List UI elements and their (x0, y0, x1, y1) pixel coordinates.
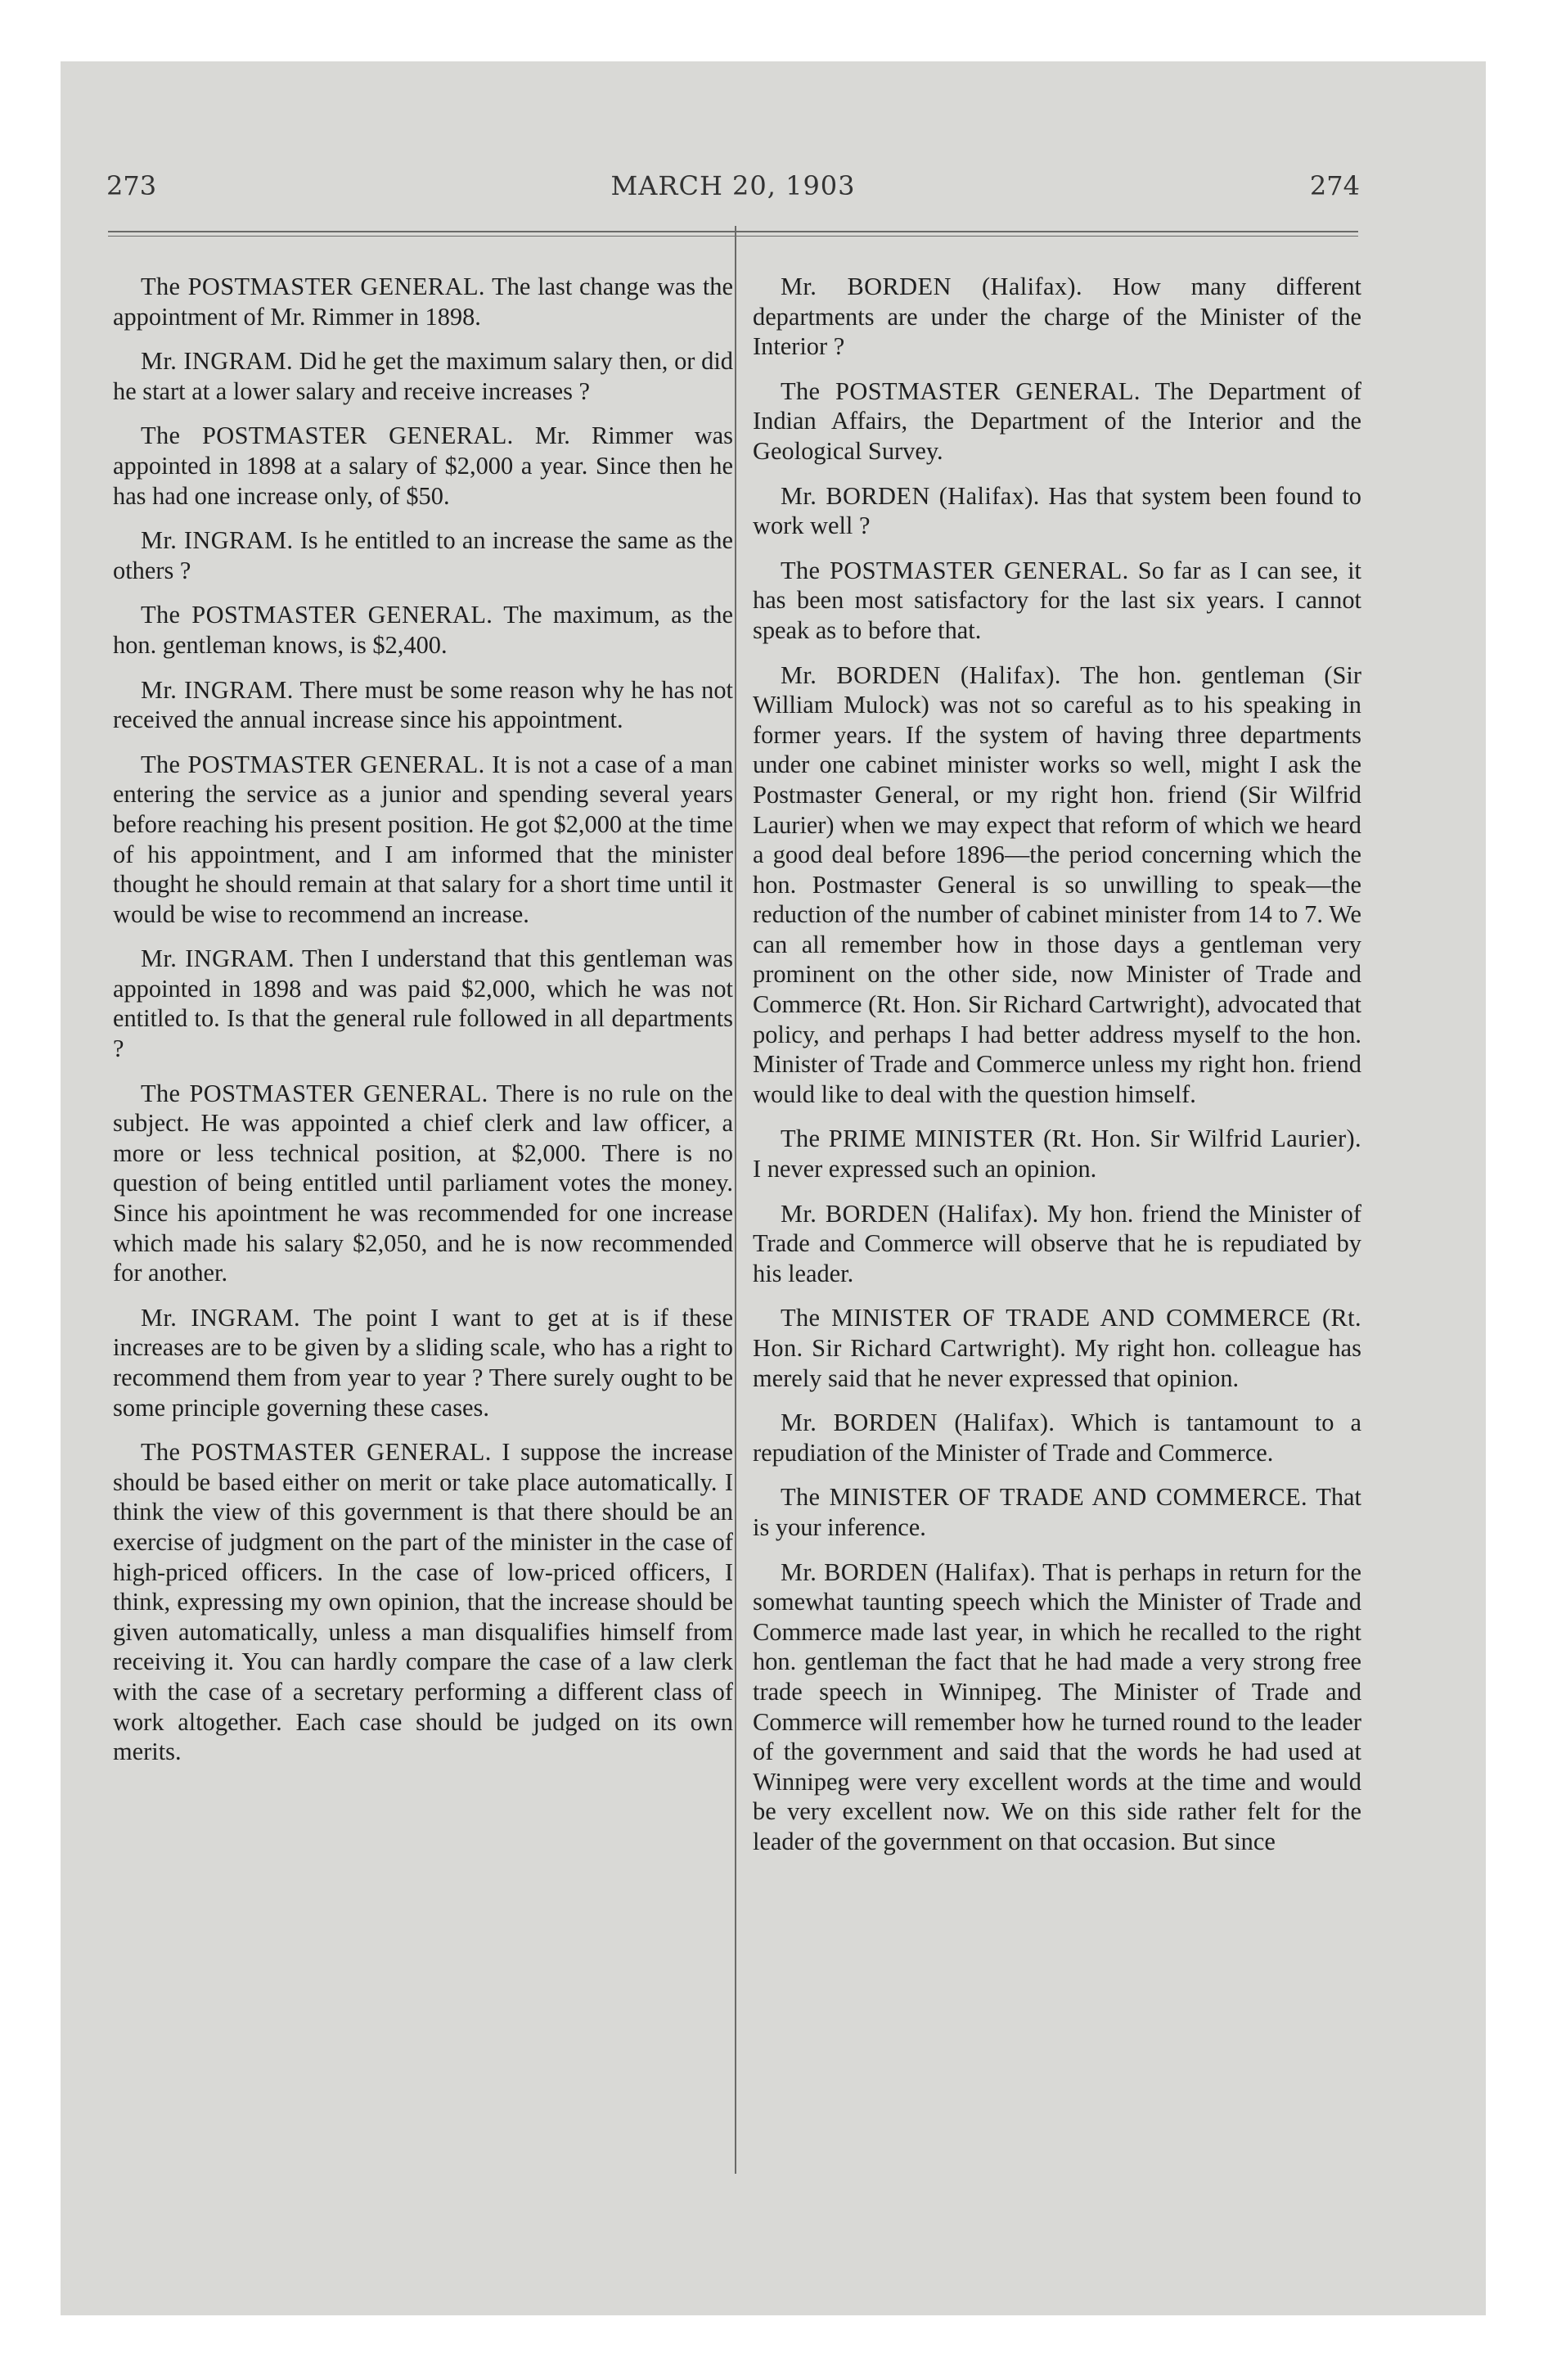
paragraph (113, 1437, 733, 1767)
paragraph (113, 600, 733, 660)
column-left (113, 272, 733, 1782)
speech-text: The hon. gentleman (Sir William Mulock) was not so careful as to his speaking in former years. If the system of having three departments under one cabinet minister works so well, might I ask the Postmaster General, or my right hon. friend (Sir Wilfrid Laurier) when we may expect that reform of which we heard a good deal before 1896—the period concerning which the hon. Postmaster General is so unwilling to speak—the reduction of the number of cabinet minister from 14 to 7. We can all remember how in those days a gentleman very prominent on the other side, now Minister of Trade and Commerce (Rt. Hon. Sir Richard Cartwright), advocated that policy, and perhaps I had better address myself to the hon. Minister of Trade and Commerce unless my right hon. friend would like to deal with the question himself. (753, 660, 1361, 1108)
paragraph (753, 1482, 1361, 1542)
speaker-name: Mr. BORDEN (Halifax). (781, 1557, 1037, 1586)
speaker-name: The POSTMASTER GENERAL. (141, 601, 493, 629)
speaker-name: The POSTMASTER GENERAL. (141, 1079, 488, 1107)
paragraph (113, 272, 733, 331)
page-number-left: 273 (106, 170, 157, 201)
paragraph (753, 1408, 1361, 1467)
speaker-name: The PRIME MINISTER (Rt. Hon. Sir Wilfrid Laurier). (781, 1125, 1361, 1153)
speaker-name: Mr. BORDEN (Halifax). (781, 1409, 1055, 1437)
header-rule-bottom (108, 236, 1358, 237)
paragraph (113, 525, 733, 585)
column-divider (735, 226, 736, 2174)
speech-text: The last change was the appointment of Mr. Rimmer in 1898. (113, 273, 733, 331)
speech-text: It is not a case of a man entering the service as a junior and spending several years before reaching his present position. He got $2,000 at the time of his appointment, and I am informed that the minister thought he should remain at that salary for a short time until it would be wise to recommend an increase. (113, 750, 733, 928)
paragraph (113, 1303, 733, 1422)
speech-text: Mr. Rimmer was appointed in 1898 at a salary of $2,000 a year. Since then he has had one increase only, of $50. (113, 421, 733, 510)
speaker-name: Mr. INGRAM. (141, 675, 294, 704)
speaker-name: Mr. INGRAM. (141, 1303, 300, 1332)
speech-text: Which is tantamount to a repudiation of the Minister of Trade and Commerce. (753, 1409, 1361, 1467)
speaker-name: Mr. INGRAM. (141, 347, 294, 376)
column-right (753, 272, 1361, 1872)
page-date: MARCH 20, 1903 (610, 170, 856, 201)
speaker-name: Mr. BORDEN (Halifax). (781, 273, 1082, 300)
speaker-name: The POSTMASTER GENERAL. (141, 750, 485, 778)
paragraph (753, 376, 1361, 467)
paragraph (753, 1199, 1361, 1289)
speaker-name: The POSTMASTER GENERAL. (781, 556, 1129, 584)
paragraph (113, 675, 733, 735)
speech-text: That is perhaps in return for the somewhat taunting speech which the Minister of Trade and Commerce made last year, in which he recalled to the right hon. gentleman the fact that he had made a very strong free trade speech in Winnipeg. The Minister of Trade and Commerce will remember how he turned round to the leader of the government and said that the words he had used at Winnipeg were very excellent words at the time and would be very excellent now. We on this side rather felt for the leader of the government on that occasion. But since (753, 1557, 1361, 1855)
speech-text: I suppose the increase should be based either on merit or take place automatically. I think the view of this government is that there should be an exercise of judgment on the part of the minister in the case of high-priced officers. In the case of low-priced officers, I think, expressing my own opinion, that the increase should be given automatically, unless a man disqualifies himself from receiving it. You can hardly compare the case of a law clerk with the case of a secretary performing a different class of work altogether. Each case should be judged on its own merits. (113, 1438, 733, 1766)
speech-text: There is no rule on the subject. He was appointed a chief clerk and law officer, a more or less technical position, at $2,000. There is no question of being entitled until parliament votes the money. Since his apointment he was recommended for one increase which made his salary $2,050, and he is now recommended for another. (113, 1079, 733, 1287)
paragraph (113, 750, 733, 930)
speech-text: My hon. friend the Minister of Trade and Commerce will observe that he is repudiated by his leader. (753, 1199, 1361, 1287)
speaker-name: The MINISTER OF TRADE AND COMMERCE (Rt. Hon. Sir Richard Cartwright). (753, 1304, 1361, 1362)
paragraph (753, 556, 1361, 646)
speech-text: Then I understand that this gentleman was appointed in 1898 and was paid $2,000, which he was not entitled to. Is that the general rule followed in all departments ? (113, 944, 733, 1063)
paragraph (753, 1303, 1361, 1393)
speech-text: Has that system been found to work well ? (753, 481, 1361, 540)
speaker-name: Mr. INGRAM. (141, 526, 294, 555)
speech-text: The maximum, as the hon. gentleman knows, is $2,400. (113, 601, 733, 659)
header-rule-top (108, 231, 1358, 232)
speech-text: That is your inference. (753, 1483, 1361, 1541)
paragraph (753, 1557, 1361, 1857)
page-header (106, 170, 1360, 211)
speaker-name: Mr. BORDEN (Halifax). (781, 660, 1061, 689)
paragraph (753, 1124, 1361, 1183)
speech-text: There must be some reason why he has not received the annual increase since his appointment. (113, 675, 733, 734)
speech-text: How many different departments are under the charge of the Minister of the Interior ? (753, 273, 1361, 361)
speaker-name: Mr. BORDEN (Halifax). (781, 481, 1040, 510)
page-number-right: 274 (1309, 170, 1360, 201)
speech-text: Did he get the maximum salary then, or did he start at a lower salary and receive increases ? (113, 347, 733, 405)
speaker-name: The POSTMASTER GENERAL. (141, 273, 485, 300)
paragraph (113, 346, 733, 406)
paragraph (113, 944, 733, 1063)
paragraph (753, 660, 1361, 1110)
speech-text: My right hon. colleague has merely said that he never expressed that opinion. (753, 1334, 1361, 1392)
speaker-name: The MINISTER OF TRADE AND COMMERCE. (781, 1483, 1308, 1512)
speech-text: The point I want to get at is if these increases are to be given by a sliding scale, who has a right to recommend them from year to year ? There surely ought to be some principle governing these cases. (113, 1303, 733, 1422)
speech-text: The Department of Indian Affairs, the Department of the Interior and the Geological Survey. (753, 376, 1361, 465)
paragraph (113, 1079, 733, 1288)
speaker-name: The POSTMASTER GENERAL. (141, 421, 514, 450)
paragraph (113, 421, 733, 511)
speech-text: I never expressed such an opinion. (753, 1155, 1097, 1183)
speech-text: So far as I can see, it has been most satisfactory for the last six years. I cannot speak as to before that. (753, 556, 1361, 644)
paragraph (753, 481, 1361, 541)
speaker-name: Mr. INGRAM. (141, 944, 295, 973)
speech-text: Is he entitled to an increase the same as the others ? (113, 526, 733, 584)
speaker-name: The POSTMASTER GENERAL. (781, 376, 1141, 405)
speaker-name: The POSTMASTER GENERAL. (141, 1438, 492, 1467)
paragraph (753, 272, 1361, 362)
speaker-name: Mr. BORDEN (Halifax). (781, 1199, 1039, 1228)
